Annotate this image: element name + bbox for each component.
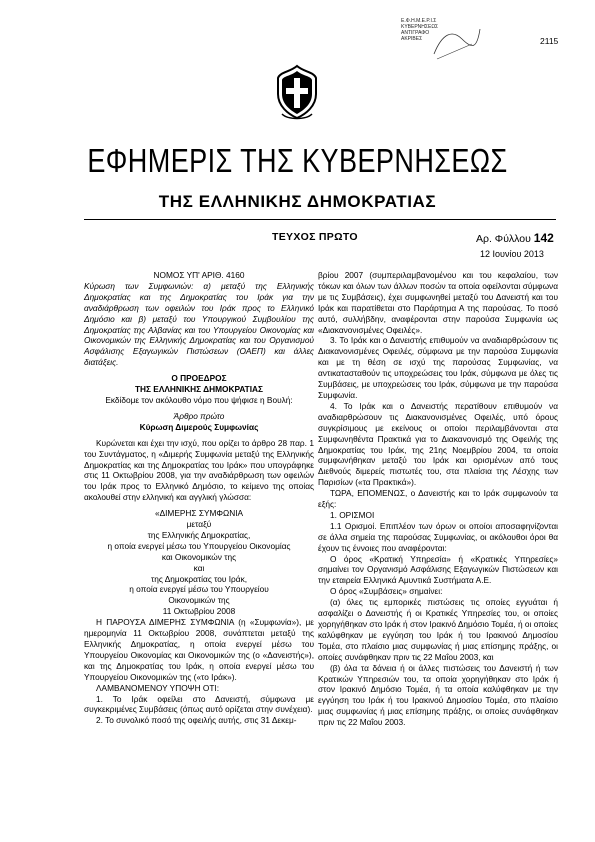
stamp-line: ΑΝΤΙΓΡΑΦΟ — [401, 30, 430, 36]
definition-paragraph: (β) όλα τα δάνεια ή οι άλλες πιστώσεις του Δανειστή ή των Κρατικών Υπηρεσιών του, τα οποία χορηγήθηκαν στο Ιράκ ή στον Ιρακινό Δημόσιο Τομέα, ή τα οποία καλύφθηκαν με την εγγύηση του Ιράκ ή του Ιρακινού Δημοσίου Τομέα, στο πλαίσιο μιας συμφωνίας ή μιας επίσημης πράξης, οι οποίες συνάφθηκαν πριν τις 22 Μαΐου 2003. — [318, 662, 558, 728]
article-title: Κύρωση Διμερούς Συμφωνίας — [139, 421, 259, 432]
right-column — [318, 270, 558, 728]
left-column — [84, 270, 314, 726]
law-number: ΝΟΜΟΣ ΥΠ' ΑΡΙΘ. 4160 — [153, 270, 245, 280]
agreement-title-line: της Ελληνικής Δημοκρατίας, — [147, 529, 251, 540]
law-title: Κύρωση των Συμφωνιών: α) μεταξύ της Ελληνικής Δημοκρατίας και της Δημοκρατίας του Ιράκ για την αναδιάρθρωση των οφειλών του Ιράκ προς το Ελληνικό Δημόσιο και β) μεταξύ του Υπουργικού Συμβουλίου της Δημοκρατίας της Αλβανίας και του Υπουργείου Οικονομίας και Οικονομικών της Ελληνικής Δημοκρατίας και του Οργανισμού Ασφάλισης Εξαγωγικών Πιστώσεων (ΟΑΕΠ) και άλλες διατάξεις. — [84, 280, 314, 368]
recital-continuation: βρίου 2007 (συμπεριλαμβανομένου και του κεφαλαίου, των τόκων και όλων των άλλων ποσών τα οποία οφείλονται σύμφωνα με τις Συμβάσεις), έχει συμφωνηθεί μεταξύ του Δανειστή και του Ιράκ και παρατίθεται στο Παράρτημα Α της παρούσας. Το ποσό αυτό, συλλήβδην, αναφέρονται στην παρούσα Συμφωνία ως «Διακανονισμένες Οφειλές». — [318, 270, 558, 335]
recital-item: 2. Το συνολικό ποσό της οφειλής αυτής, στις 31 Δεκεμ- — [96, 715, 297, 726]
promulgation-text: Εκδίδομε τον ακόλουθο νόμο που ψήφισε η Βουλή: — [105, 394, 293, 405]
considering-heading: ΛΑΜΒΑΝΟΜΕΝΟΥ ΥΠΟΨΗ ΟΤΙ: — [96, 682, 220, 693]
section-heading: 1. ΟΡΙΣΜΟΙ — [330, 509, 375, 520]
agreement-title-line: και — [193, 562, 205, 573]
definition-paragraph: Ο όρος «Κρατική Υπηρεσία» ή «Κρατικές Υπηρεσίες» σημαίνει τον Οργανισμό Ασφάλισης Εξαγωγικών Πιστώσεων και την εταιρεία Ελληνικά Αμυντικά Συστήματα Α.Ε. — [318, 553, 558, 586]
article-heading: Άρθρο πρώτο — [173, 410, 225, 421]
agreement-title-line: «ΔΙΜΕΡΗΣ ΣΥΜΦΩΝΙΑ — [154, 508, 244, 519]
sheet-value: 142 — [533, 231, 554, 245]
definition-paragraph: Ο όρος «Συμβάσεις» σημαίνει: — [330, 586, 443, 597]
issue-label: ΤΕΥΧΟΣ ΠΡΩΤΟ — [272, 231, 358, 243]
page-number: 2115 — [540, 36, 559, 46]
agreement-title-line: 11 Οκτωβρίου 2008 — [162, 606, 236, 617]
republic-heading: ΤΗΣ ΕΛΛΗΝΙΚΗΣ ΔΗΜΟΚΡΑΤΙΑΣ — [134, 384, 264, 395]
gazette-title: ΕΦΗΜΕΡΙΣ ΤΗΣ ΚΥΒΕΡΝΗΣΕΩΣ — [87, 142, 508, 179]
header-divider — [84, 219, 556, 220]
signature-mark — [432, 24, 482, 64]
agreement-title-line: και Οικονομικών της — [161, 551, 237, 562]
recital-item: 4. Το Ιράκ και ο Δανειστής περατίθουν επιθυμούν να αναδιαρθρώσουν τις Διακανονισμένες Οφειλές, υπό όρους συγκρίσιμους με εκείνους οι οποίοι περιλαμβάνονται στα Συμφωνηθέντα Πρακτικά για το Διακανονισμό της Οφειλής της Δημοκρατίας του Ιράκ, της 21ης Νοεμβρίου 2004, τα οποία συμφωνήθηκαν μεταξύ του Ιράκ και ορισμένων από τους Διεθνούς διμερείς πιστωτές του, στα πλαίσια της Λέσχης των Παρισίων («τα Πρακτικά»). — [318, 400, 558, 488]
sheet-label: Αρ. Φύλλου — [476, 233, 531, 245]
definition-paragraph: 1.1 Ορισμοί. Επιπλέον των όρων οι οποίοι αποσαφηνίζονται σε άλλα σημεία της παρούσας Συμφωνίας, οι ακόλουθοι όροι θα έχουν τις έννοιες που αναφέρονται: — [318, 520, 558, 553]
stamp-line: ΚΥΒΕΡΝΗΣΕΩΣ — [401, 24, 439, 30]
agreement-title-line: της Δημοκρατίας του Ιράκ, — [150, 573, 248, 584]
agreement-title-line: Οικονομικών της — [168, 595, 230, 606]
recital-item: 1. Το Ιράκ οφείλει στο Δανειστή, σύμφωνα με συγκεκριμένες Συμβάσεις (όπως αυτό ορίζεται στην συνέχεια). — [84, 693, 314, 715]
agreement-title-line: μεταξύ — [186, 519, 212, 530]
coat-of-arms-emblem — [274, 64, 320, 122]
definition-paragraph: (α) όλες τις εμπορικές πιστώσεις τις οποίες εγγυάται ή ασφαλίζει ο Δανειστής ή οι Κρατικές Υπηρεσίες του, οι οποίες χορηγήθηκαν στο Ιράκ ή στον Ιρακινό Δημόσιο Τομέα, ή οι οποίες καλύφθηκαν με εγγύηση του Ιράκ ή του Ιρακινού Δημοσίου Τομέα, στο πλαίσιο μιας συμφωνίας ή μιας επίσημης πράξης, οι οποίες συνάφθηκαν πριν τις 22 Μαΐου 2003, και — [318, 597, 558, 662]
agreement-paragraph: Η ΠΑΡΟΥΣΑ ΔΙΜΕΡΗΣ ΣΥΜΦΩΝΙΑ (η «Συμφωνία»), με ημερομηνία 11 Οκτωβρίου 2008, συνάπτεται μεταξύ της Ελληνικής Δημοκρατίας, η οποία ενεργεί μέσω του Υπουργείου Οικονομίας και Οικονομικών της (ο «Δανειστής»), και της Δημοκρατίας του Ιράκ, η οποία ενεργεί μέσω του Υπουργείου Οικονομικών της («το Ιράκ»). — [84, 617, 314, 682]
agreement-paragraph: ΤΩΡΑ, ΕΠΟΜΕΝΩΣ, ο Δανειστής και το Ιράκ συμφωνούν τα εξής: — [318, 488, 558, 510]
gazette-subtitle: ΤΗΣ ΕΛΛΗΝΙΚΗΣ ΔΗΜΟΚΡΑΤΙΑΣ — [158, 192, 437, 211]
agreement-title-line: η οποία ενεργεί μέσω του Υπουργείου — [129, 584, 269, 595]
agreement-title-line: η οποία ενεργεί μέσω του Υπουργείου Οικονομίας — [107, 540, 291, 551]
issue-date: 12 Ιουνίου 2013 — [480, 249, 544, 259]
article-text: Κυρώνεται και έχει την ισχύ, που ορίζει το άρθρο 28 παρ. 1 του Συντάγματος, η «Διμερής Συμφωνία μεταξύ της Ελληνικής Δημοκρατίας και της Δημοκρατίας του Ιράκ» που υπογράφηκε στις 11 Οκτωβρίου 2008, για την αναδιάρθρωση των οφειλών του Ιράκ προς το Ελληνικό Δημόσιο, το κείμενο της οποίας ακολουθεί στην ελληνική και αγγλική γλώσσα: — [84, 437, 314, 503]
stamp-line: ΑΚΡΙΒΕΣ — [401, 36, 423, 42]
president-heading: Ο ΠΡΟΕΔΡΟΣ — [171, 373, 227, 384]
sheet-number — [476, 231, 554, 245]
recital-item: 3. Το Ιράκ και ο Δανειστής επιθυμούν να αναδιαρθρώσουν τις Διακανονισμένες Οφειλές, σύμφωνα με την παρούσα Συμφωνία και με τη θέση σε ισχύ της παρούσας Συμφωνίας, να αντικατασταθούν τις υποχρεώσεις του Ιράκ, σύμφωνα με όλες τις Συμβάσεις, με υποχρεώσεις του Ιράκ, σύμφωνα με την παρούσα Συμφωνία. — [318, 335, 558, 400]
stamp-line: Ε.Φ.Η.Μ.Ε.Ρ.Ι.Σ — [401, 18, 437, 24]
